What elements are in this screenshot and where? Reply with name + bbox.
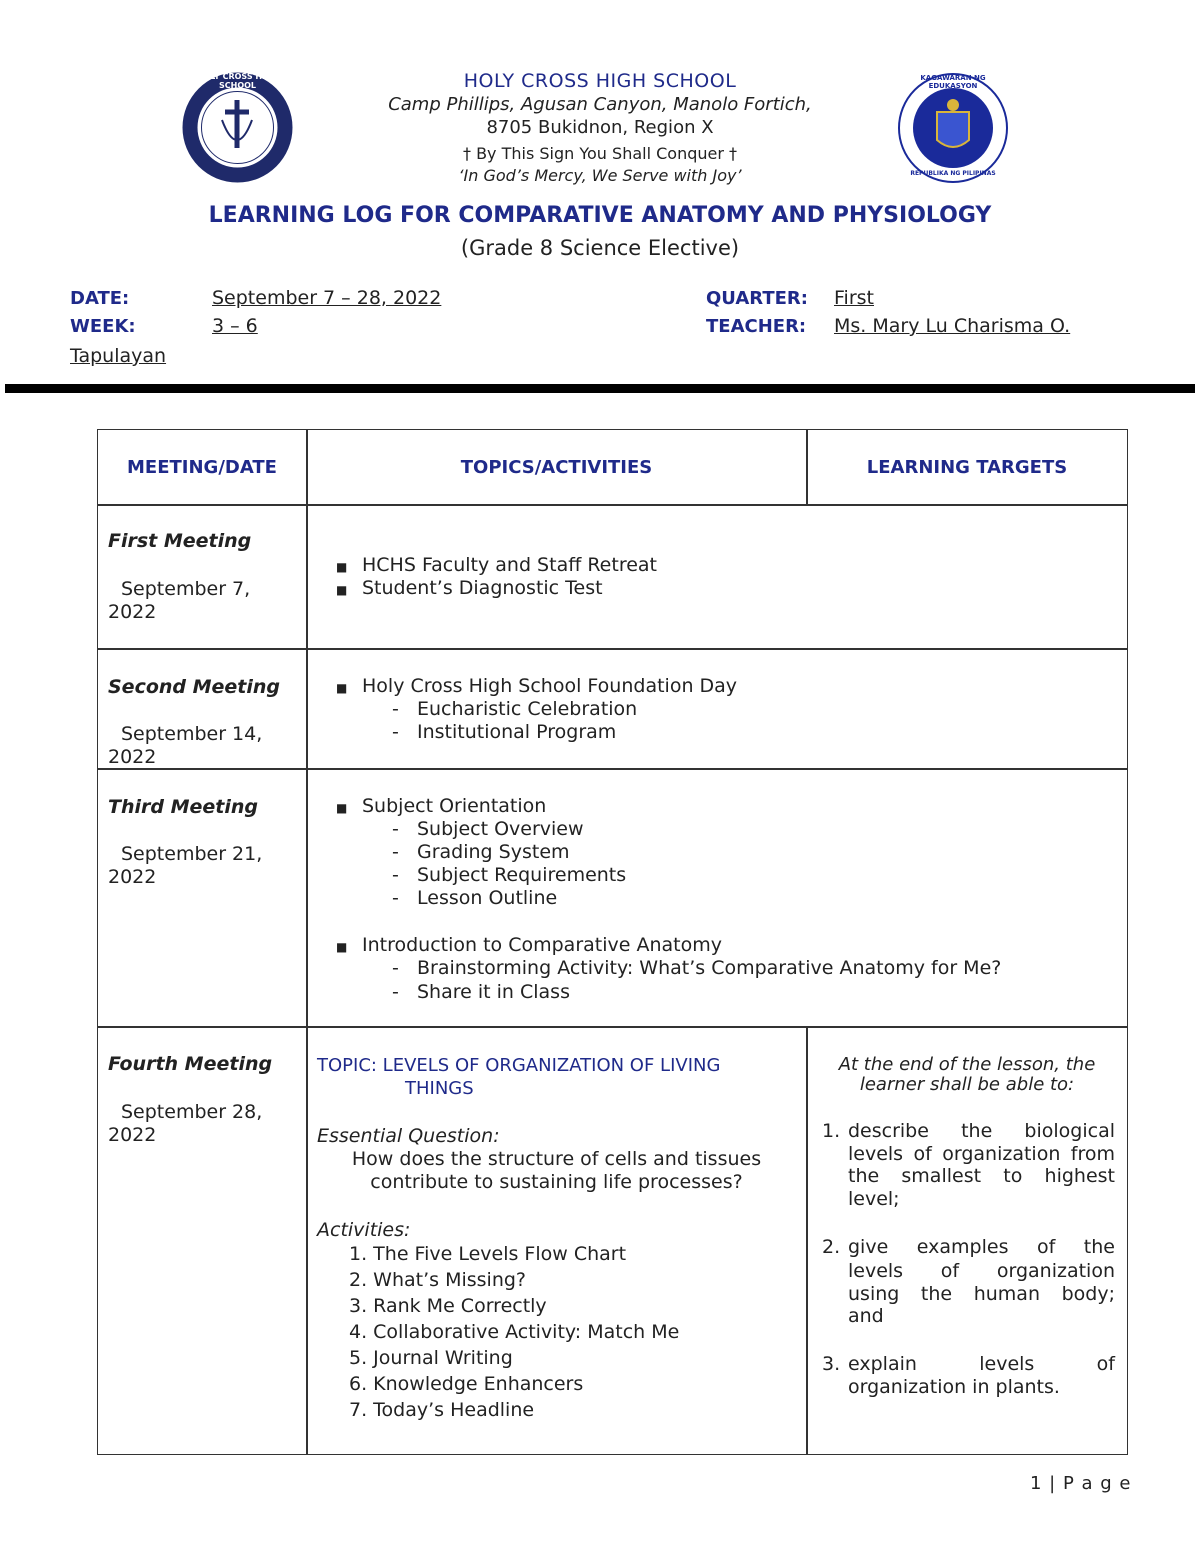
bullet-icon: ■: [336, 940, 348, 954]
activity-list-item: 7. Today’s Headline: [349, 1399, 535, 1421]
bullet-icon: ■: [336, 681, 348, 695]
targets-intro-cont: learner shall be able to:: [859, 1074, 1075, 1095]
table-col-divider-1: [306, 429, 308, 1455]
meeting-title: Second Meeting: [108, 676, 281, 698]
dash-icon: -: [392, 721, 399, 743]
activity-list-item: 1. The Five Levels Flow Chart: [349, 1243, 627, 1265]
school-motto-secondary: ‘In God’s Mercy, We Serve with Joy’: [458, 166, 742, 185]
lesson-topic: TOPIC: LEVELS OF ORGANIZATION OF LIVING: [317, 1055, 721, 1076]
activity-subitem: Brainstorming Activity: What’s Comparative Anatomy for Me?: [417, 957, 1002, 979]
header-learning-targets: LEARNING TARGETS: [866, 457, 1068, 478]
dash-icon: -: [392, 957, 399, 979]
targets-intro: At the end of the lesson, the: [838, 1054, 1096, 1075]
activity-list-item: 6. Knowledge Enhancers: [349, 1373, 584, 1395]
table-row-divider-4: [97, 1026, 1128, 1028]
target-text: level;: [848, 1188, 900, 1210]
activity-item: HCHS Faculty and Staff Retreat: [362, 554, 658, 576]
meeting-date: September 21, 2022: [108, 843, 263, 888]
activity-subitem: Share it in Class: [417, 981, 570, 1003]
school-seal-text: HOLY CROSS HIGH SCHOOL: [196, 72, 279, 90]
quarter-value: First: [834, 287, 874, 309]
activity-subitem: Subject Overview: [417, 818, 584, 840]
target-text: and: [848, 1305, 884, 1327]
teacher-label: TEACHER:: [706, 316, 807, 337]
bullet-icon: ■: [336, 583, 348, 597]
page-number: 1 | P a g e: [1030, 1473, 1132, 1494]
date-label: DATE:: [70, 288, 130, 309]
dash-icon: -: [392, 698, 399, 720]
essential-question-cont: contribute to sustaining life processes?: [370, 1171, 743, 1193]
deped-seal-logo: [897, 72, 1009, 184]
teacher-value-continued: Tapulayan: [70, 345, 167, 367]
activity-item: Student’s Diagnostic Test: [362, 577, 603, 599]
essential-question: How does the structure of cells and tissues: [351, 1148, 762, 1170]
bullet-icon: ■: [336, 560, 348, 574]
activity-subitem: Subject Requirements: [417, 864, 627, 886]
meeting-title: Fourth Meeting: [108, 1053, 273, 1075]
target-text: levels of organization from: [848, 1143, 1115, 1165]
meeting-date: September 14, 2022: [108, 723, 263, 768]
meeting-title: Third Meeting: [108, 796, 258, 818]
activity-subitem: Grading System: [417, 841, 570, 863]
school-seal-logo: [180, 70, 295, 185]
dash-icon: -: [392, 864, 399, 886]
deped-seal-text: KAGAWARAN NG EDUKASYON: [920, 74, 986, 90]
activity-item: Subject Orientation: [362, 795, 547, 817]
week-value: 3 – 6: [212, 315, 258, 337]
target-number: 2.: [822, 1236, 841, 1258]
target-text: describe the biological: [848, 1120, 1115, 1142]
dash-icon: -: [392, 981, 399, 1003]
activity-list-item: 2. What’s Missing?: [349, 1269, 527, 1291]
meeting-date: September 7, 2022: [108, 578, 251, 623]
activity-subitem: Lesson Outline: [417, 887, 558, 909]
activity-list-item: 4. Collaborative Activity: Match Me: [349, 1321, 680, 1343]
teacher-value: Ms. Mary Lu Charisma O.: [834, 315, 1071, 337]
school-motto: † By This Sign You Shall Conquer †: [462, 144, 738, 163]
header-divider: [5, 384, 1195, 393]
lesson-topic-cont: THINGS: [405, 1078, 474, 1099]
activity-item: Introduction to Comparative Anatomy: [362, 934, 722, 956]
quarter-label: QUARTER:: [706, 288, 808, 309]
activity-item: Holy Cross High School Foundation Day: [362, 675, 738, 697]
dash-icon: -: [392, 887, 399, 909]
week-label: WEEK:: [70, 316, 136, 337]
target-text: using the human body;: [848, 1283, 1115, 1305]
header-topics-activities: TOPICS/ACTIVITIES: [460, 457, 653, 478]
activity-list-item: 5. Journal Writing: [349, 1347, 513, 1369]
essential-question-label: Essential Question:: [317, 1125, 500, 1147]
target-text: the smallest to highest: [848, 1165, 1115, 1187]
deped-seal-bottom-text: REPUBLIKA NG PILIPINAS: [910, 170, 996, 177]
activity-subitem: Eucharistic Celebration: [417, 698, 638, 720]
target-text: give examples of the: [848, 1236, 1115, 1258]
target-number: 1.: [822, 1120, 841, 1142]
target-text: organization in plants.: [848, 1376, 1060, 1398]
activities-label: Activities:: [317, 1219, 411, 1241]
activity-list-item: 3. Rank Me Correctly: [349, 1295, 547, 1317]
target-number: 3.: [822, 1353, 841, 1375]
dash-icon: -: [392, 818, 399, 840]
document-title: LEARNING LOG FOR COMPARATIVE ANATOMY AND PHYSIOLOGY: [208, 203, 992, 228]
school-address-line2: 8705 Bukidnon, Region X: [486, 117, 714, 138]
bullet-icon: ■: [336, 801, 348, 815]
school-name: HOLY CROSS HIGH SCHOOL: [463, 70, 737, 92]
header-meeting-date: MEETING/DATE: [127, 457, 277, 478]
date-value: September 7 – 28, 2022: [212, 287, 442, 309]
activity-subitem: Institutional Program: [417, 721, 617, 743]
table-row-divider-2: [97, 648, 1128, 650]
dash-icon: -: [392, 841, 399, 863]
document-subtitle: (Grade 8 Science Elective): [460, 236, 740, 260]
target-text: levels of organization: [848, 1260, 1115, 1282]
meeting-title: First Meeting: [108, 530, 252, 552]
meeting-date: September 28, 2022: [108, 1101, 263, 1146]
school-address-line1: Camp Phillips, Agusan Canyon, Manolo Fortich,: [388, 94, 812, 115]
target-text: explain levels of: [848, 1353, 1115, 1375]
table-row-divider-1: [97, 504, 1128, 506]
